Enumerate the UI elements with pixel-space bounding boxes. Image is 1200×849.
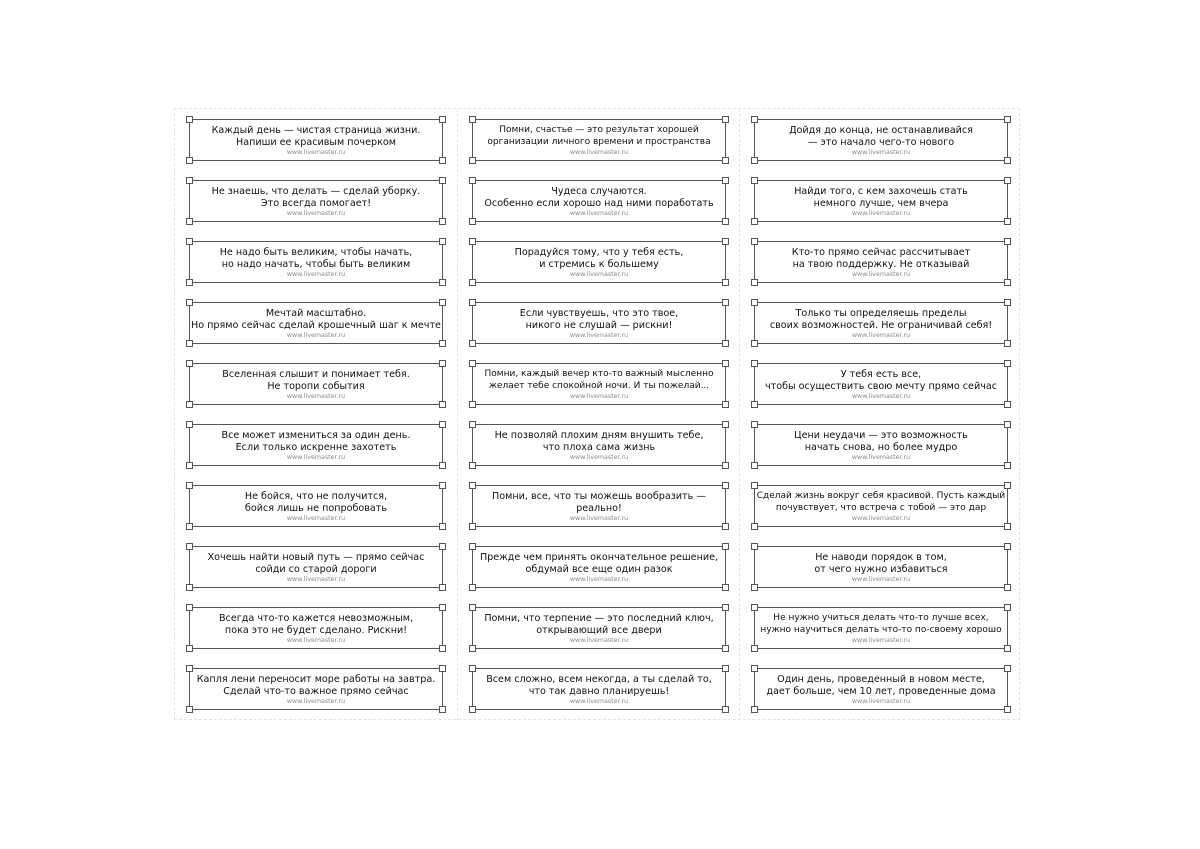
card-corner-ornament <box>469 360 476 367</box>
quote-card <box>472 607 726 649</box>
card-corner-ornament <box>469 706 476 713</box>
site-url: www.livemaster.ru <box>851 393 911 400</box>
quote-cell <box>175 109 457 170</box>
quote-card <box>189 607 443 649</box>
card-corner-ornament <box>439 157 446 164</box>
card-corner-ornament <box>186 645 193 652</box>
card-corner-ornament <box>469 177 476 184</box>
card-corner-ornament <box>186 482 193 489</box>
card-corner-ornament <box>1004 482 1011 489</box>
card-corner-ornament <box>722 421 729 428</box>
quote-cell <box>740 597 1022 658</box>
card-corner-ornament <box>469 401 476 408</box>
quote-card <box>472 119 726 161</box>
card-corner-ornament <box>469 340 476 347</box>
card-corner-ornament <box>1004 299 1011 306</box>
card-corner-ornament <box>722 523 729 530</box>
site-url: www.livemaster.ru <box>851 454 911 461</box>
card-corner-ornament <box>1004 360 1011 367</box>
site-url: www.livemaster.ru <box>569 271 629 278</box>
quote-cell <box>458 475 740 536</box>
quote-text: Цени неудачи — это возможность начать снова, но более мудро <box>794 430 968 453</box>
printable-sheet <box>174 108 1020 720</box>
card-corner-ornament <box>1004 543 1011 550</box>
quote-text: Прежде чем принять окончательное решение, обдумай все еще один разок <box>479 552 719 575</box>
card-corner-ornament <box>1004 584 1011 591</box>
card-corner-ornament <box>469 116 476 123</box>
card-corner-ornament <box>722 401 729 408</box>
quote-text: У тебя есть все, чтобы осуществить свою мечту прямо сейчас <box>764 369 998 392</box>
card-corner-ornament <box>1004 706 1011 713</box>
card-corner-ornament <box>722 543 729 550</box>
quote-cell <box>458 414 740 475</box>
card-corner-ornament <box>1004 279 1011 286</box>
quote-text: Не позволяй плохим дням внушить тебе, что плоха сама жизнь <box>494 430 704 453</box>
card-corner-ornament <box>439 645 446 652</box>
card-corner-ornament <box>1004 665 1011 672</box>
card-corner-ornament <box>1004 340 1011 347</box>
quote-card <box>189 302 443 344</box>
card-corner-ornament <box>469 218 476 225</box>
site-url: www.livemaster.ru <box>851 332 911 339</box>
quote-text: Мечтай масштабно. Но прямо сейчас сделай крошечный шаг к мечте <box>191 308 441 331</box>
card-corner-ornament <box>751 543 758 550</box>
site-url: www.livemaster.ru <box>286 576 346 583</box>
quote-card <box>754 302 1008 344</box>
quote-cell <box>175 353 457 414</box>
site-url: www.livemaster.ru <box>851 515 911 522</box>
site-url: www.livemaster.ru <box>569 637 629 644</box>
quote-cell <box>175 475 457 536</box>
quote-cell <box>458 292 740 353</box>
card-corner-ornament <box>751 462 758 469</box>
card-corner-ornament <box>469 279 476 286</box>
quote-text: Всем сложно, всем некогда, а ты сделай то, что так давно планируешь! <box>486 674 712 697</box>
card-corner-ornament <box>722 238 729 245</box>
quote-cell <box>458 231 740 292</box>
card-corner-ornament <box>722 340 729 347</box>
card-corner-ornament <box>1004 238 1011 245</box>
card-corner-ornament <box>439 523 446 530</box>
quote-text: Помни, счастье — это результат хорошей организации личного времени и пространства <box>487 125 711 147</box>
site-url: www.livemaster.ru <box>286 454 346 461</box>
card-corner-ornament <box>1004 157 1011 164</box>
quote-card <box>754 363 1008 405</box>
quote-card <box>189 363 443 405</box>
card-corner-ornament <box>1004 401 1011 408</box>
quote-cell <box>175 414 457 475</box>
quote-card <box>472 424 726 466</box>
quote-card <box>189 180 443 222</box>
card-corner-ornament <box>722 279 729 286</box>
quote-text: Капля лени переносит море работы на завтра. Сделай что-то важное прямо сейчас <box>196 674 436 697</box>
site-url: www.livemaster.ru <box>569 454 629 461</box>
quote-text: Не наводи порядок в том, от чего нужно избавиться <box>814 552 948 575</box>
card-corner-ornament <box>186 218 193 225</box>
quote-text: Вселенная слышит и понимает тебя. Не торопи события <box>222 369 410 392</box>
card-corner-ornament <box>751 177 758 184</box>
quote-cell <box>458 536 740 597</box>
card-corner-ornament <box>722 706 729 713</box>
quote-text: Если чувствуешь, что это твое, никого не слушай — рискни! <box>519 308 679 331</box>
site-url: www.livemaster.ru <box>851 149 911 156</box>
card-corner-ornament <box>751 299 758 306</box>
card-corner-ornament <box>722 604 729 611</box>
card-corner-ornament <box>469 299 476 306</box>
card-corner-ornament <box>469 482 476 489</box>
card-corner-ornament <box>469 421 476 428</box>
card-corner-ornament <box>469 523 476 530</box>
card-corner-ornament <box>751 340 758 347</box>
quote-card <box>754 241 1008 283</box>
card-corner-ornament <box>751 706 758 713</box>
quote-text: Дойдя до конца, не останавливайся — это начало чего-то нового <box>789 125 973 148</box>
card-corner-ornament <box>469 665 476 672</box>
card-corner-ornament <box>722 462 729 469</box>
card-corner-ornament <box>751 665 758 672</box>
quote-cell <box>175 597 457 658</box>
card-corner-ornament <box>722 177 729 184</box>
card-corner-ornament <box>722 157 729 164</box>
card-corner-ornament <box>186 523 193 530</box>
quote-text: Помни, все, что ты можешь вообразить — реально! <box>492 491 706 514</box>
card-corner-ornament <box>186 584 193 591</box>
card-corner-ornament <box>1004 421 1011 428</box>
card-corner-ornament <box>751 584 758 591</box>
quote-text: Не знаешь, что делать — сделай уборку. Это всегда помогает! <box>211 186 421 209</box>
quote-cell <box>740 658 1022 719</box>
card-corner-ornament <box>751 360 758 367</box>
quote-card <box>754 668 1008 710</box>
quote-card <box>754 180 1008 222</box>
card-corner-ornament <box>469 604 476 611</box>
quote-text: Помни, каждый вечер кто-то важный мысленно желает тебе спокойной ночи. И ты пожелай... <box>484 369 714 391</box>
quote-cell <box>740 109 1022 170</box>
quote-text: Только ты определяешь пределы своих возможностей. Не ограничивай себя! <box>769 308 993 331</box>
quote-card <box>189 119 443 161</box>
card-corner-ornament <box>469 543 476 550</box>
card-corner-ornament <box>469 584 476 591</box>
quote-cell <box>458 353 740 414</box>
quote-text: Найди того, с кем захочешь стать немного лучше, чем вчера <box>794 186 968 209</box>
card-corner-ornament <box>439 706 446 713</box>
card-corner-ornament <box>186 299 193 306</box>
quote-card <box>189 485 443 527</box>
card-corner-ornament <box>186 238 193 245</box>
card-column-1 <box>175 109 457 721</box>
quote-text: Один день, проведенный в новом месте, дает больше, чем 10 лет, проведенные дома <box>766 674 996 697</box>
card-corner-ornament <box>439 238 446 245</box>
card-corner-ornament <box>186 360 193 367</box>
quote-cell <box>740 170 1022 231</box>
quote-cell <box>175 658 457 719</box>
quote-cell <box>458 597 740 658</box>
card-corner-ornament <box>186 177 193 184</box>
quote-card <box>754 546 1008 588</box>
quote-cell <box>740 414 1022 475</box>
card-corner-ornament <box>1004 177 1011 184</box>
card-corner-ornament <box>469 462 476 469</box>
quote-cell <box>458 109 740 170</box>
card-corner-ornament <box>186 421 193 428</box>
quote-text: Порадуйся тому, что у тебя есть, и стремись к большему <box>514 247 684 270</box>
card-column-2 <box>457 109 740 721</box>
quote-card <box>472 302 726 344</box>
site-url: www.livemaster.ru <box>286 332 346 339</box>
site-url: www.livemaster.ru <box>286 210 346 217</box>
card-corner-ornament <box>469 645 476 652</box>
card-corner-ornament <box>186 116 193 123</box>
card-corner-ornament <box>1004 218 1011 225</box>
quote-cell <box>740 536 1022 597</box>
card-corner-ornament <box>751 218 758 225</box>
card-corner-ornament <box>722 482 729 489</box>
site-url: www.livemaster.ru <box>569 698 629 705</box>
quote-text: Все может измениться за один день. Если только искренне захотеть <box>221 430 411 453</box>
card-corner-ornament <box>1004 462 1011 469</box>
quote-card <box>472 180 726 222</box>
card-corner-ornament <box>1004 645 1011 652</box>
card-corner-ornament <box>722 116 729 123</box>
site-url: www.livemaster.ru <box>286 515 346 522</box>
site-url: www.livemaster.ru <box>851 637 911 644</box>
quote-text: Не надо быть великим, чтобы начать, но надо начать, чтобы быть великим <box>219 247 413 270</box>
card-corner-ornament <box>186 665 193 672</box>
card-corner-ornament <box>439 665 446 672</box>
site-url: www.livemaster.ru <box>286 637 346 644</box>
quote-cell <box>175 231 457 292</box>
card-corner-ornament <box>186 706 193 713</box>
site-url: www.livemaster.ru <box>569 393 629 400</box>
quote-cell <box>175 170 457 231</box>
card-corner-ornament <box>1004 116 1011 123</box>
quote-card <box>754 424 1008 466</box>
card-corner-ornament <box>722 645 729 652</box>
quote-text: Не бойся, что не получится, бойся лишь не попробовать <box>244 491 388 514</box>
quote-cell <box>740 231 1022 292</box>
card-corner-ornament <box>439 401 446 408</box>
card-corner-ornament <box>186 604 193 611</box>
card-corner-ornament <box>439 482 446 489</box>
card-corner-ornament <box>722 584 729 591</box>
quote-text: Не нужно учиться делать что-то лучше всех, нужно научиться делать что-то по-своему хорошо <box>760 613 1002 635</box>
card-corner-ornament <box>439 360 446 367</box>
quote-cell <box>458 658 740 719</box>
quote-text: Чудеса случаются. Особенно если хорошо над ними поработать <box>484 186 714 209</box>
card-corner-ornament <box>439 340 446 347</box>
card-corner-ornament <box>1004 604 1011 611</box>
card-corner-ornament <box>439 116 446 123</box>
card-corner-ornament <box>439 462 446 469</box>
card-corner-ornament <box>751 604 758 611</box>
quote-cell <box>740 475 1022 536</box>
quote-card <box>472 546 726 588</box>
site-url: www.livemaster.ru <box>286 393 346 400</box>
site-url: www.livemaster.ru <box>569 576 629 583</box>
quote-card <box>189 241 443 283</box>
card-corner-ornament <box>751 238 758 245</box>
quote-cell <box>175 292 457 353</box>
quote-text: Кто-то прямо сейчас рассчитывает на твою поддержку. Не отказывай <box>791 247 971 270</box>
card-corner-ornament <box>186 340 193 347</box>
site-url: www.livemaster.ru <box>569 210 629 217</box>
quote-card <box>189 668 443 710</box>
site-url: www.livemaster.ru <box>851 698 911 705</box>
site-url: www.livemaster.ru <box>569 332 629 339</box>
quote-text: Хочешь найти новый путь — прямо сейчас сойди со старой дороги <box>207 552 425 575</box>
quote-card <box>754 485 1008 527</box>
site-url: www.livemaster.ru <box>286 698 346 705</box>
quote-card <box>754 607 1008 649</box>
card-corner-ornament <box>439 584 446 591</box>
card-corner-ornament <box>751 116 758 123</box>
quote-cell <box>175 536 457 597</box>
card-corner-ornament <box>722 218 729 225</box>
quote-card <box>472 363 726 405</box>
quote-card <box>472 485 726 527</box>
card-corner-ornament <box>751 421 758 428</box>
card-corner-ornament <box>186 401 193 408</box>
card-corner-ornament <box>186 543 193 550</box>
card-corner-ornament <box>186 279 193 286</box>
quote-cell <box>458 170 740 231</box>
card-corner-ornament <box>469 238 476 245</box>
card-corner-ornament <box>439 279 446 286</box>
card-corner-ornament <box>751 482 758 489</box>
card-corner-ornament <box>751 279 758 286</box>
quote-text: Помни, что терпение — это последний ключ, открывающий все двери <box>484 613 714 636</box>
card-corner-ornament <box>751 645 758 652</box>
card-corner-ornament <box>469 157 476 164</box>
site-url: www.livemaster.ru <box>851 210 911 217</box>
quote-cell <box>740 353 1022 414</box>
card-corner-ornament <box>439 604 446 611</box>
quote-card <box>754 119 1008 161</box>
site-url: www.livemaster.ru <box>569 149 629 156</box>
card-corner-ornament <box>722 360 729 367</box>
card-corner-ornament <box>186 157 193 164</box>
card-corner-ornament <box>751 523 758 530</box>
card-corner-ornament <box>722 665 729 672</box>
card-corner-ornament <box>186 462 193 469</box>
card-corner-ornament <box>439 218 446 225</box>
quote-card <box>189 424 443 466</box>
site-url: www.livemaster.ru <box>851 271 911 278</box>
site-url: www.livemaster.ru <box>851 576 911 583</box>
card-corner-ornament <box>439 177 446 184</box>
site-url: www.livemaster.ru <box>286 149 346 156</box>
card-column-3 <box>739 109 1022 721</box>
card-corner-ornament <box>439 543 446 550</box>
quote-cell <box>740 292 1022 353</box>
card-corner-ornament <box>722 299 729 306</box>
quote-text: Каждый день — чистая страница жизни. Напиши ее красивым почерком <box>211 125 421 148</box>
quote-text: Всегда что-то кажется невозможным, пока это не будет сделано. Рискни! <box>218 613 414 636</box>
card-corner-ornament <box>1004 523 1011 530</box>
quote-card <box>472 668 726 710</box>
card-corner-ornament <box>751 157 758 164</box>
quote-text: Сделай жизнь вокруг себя красивой. Пусть каждый почувствует, что встреча с тобой — это дар <box>756 491 1006 513</box>
card-corner-ornament <box>439 421 446 428</box>
site-url: www.livemaster.ru <box>286 271 346 278</box>
quote-card <box>472 241 726 283</box>
quote-card <box>189 546 443 588</box>
site-url: www.livemaster.ru <box>569 515 629 522</box>
card-corner-ornament <box>751 401 758 408</box>
card-corner-ornament <box>439 299 446 306</box>
